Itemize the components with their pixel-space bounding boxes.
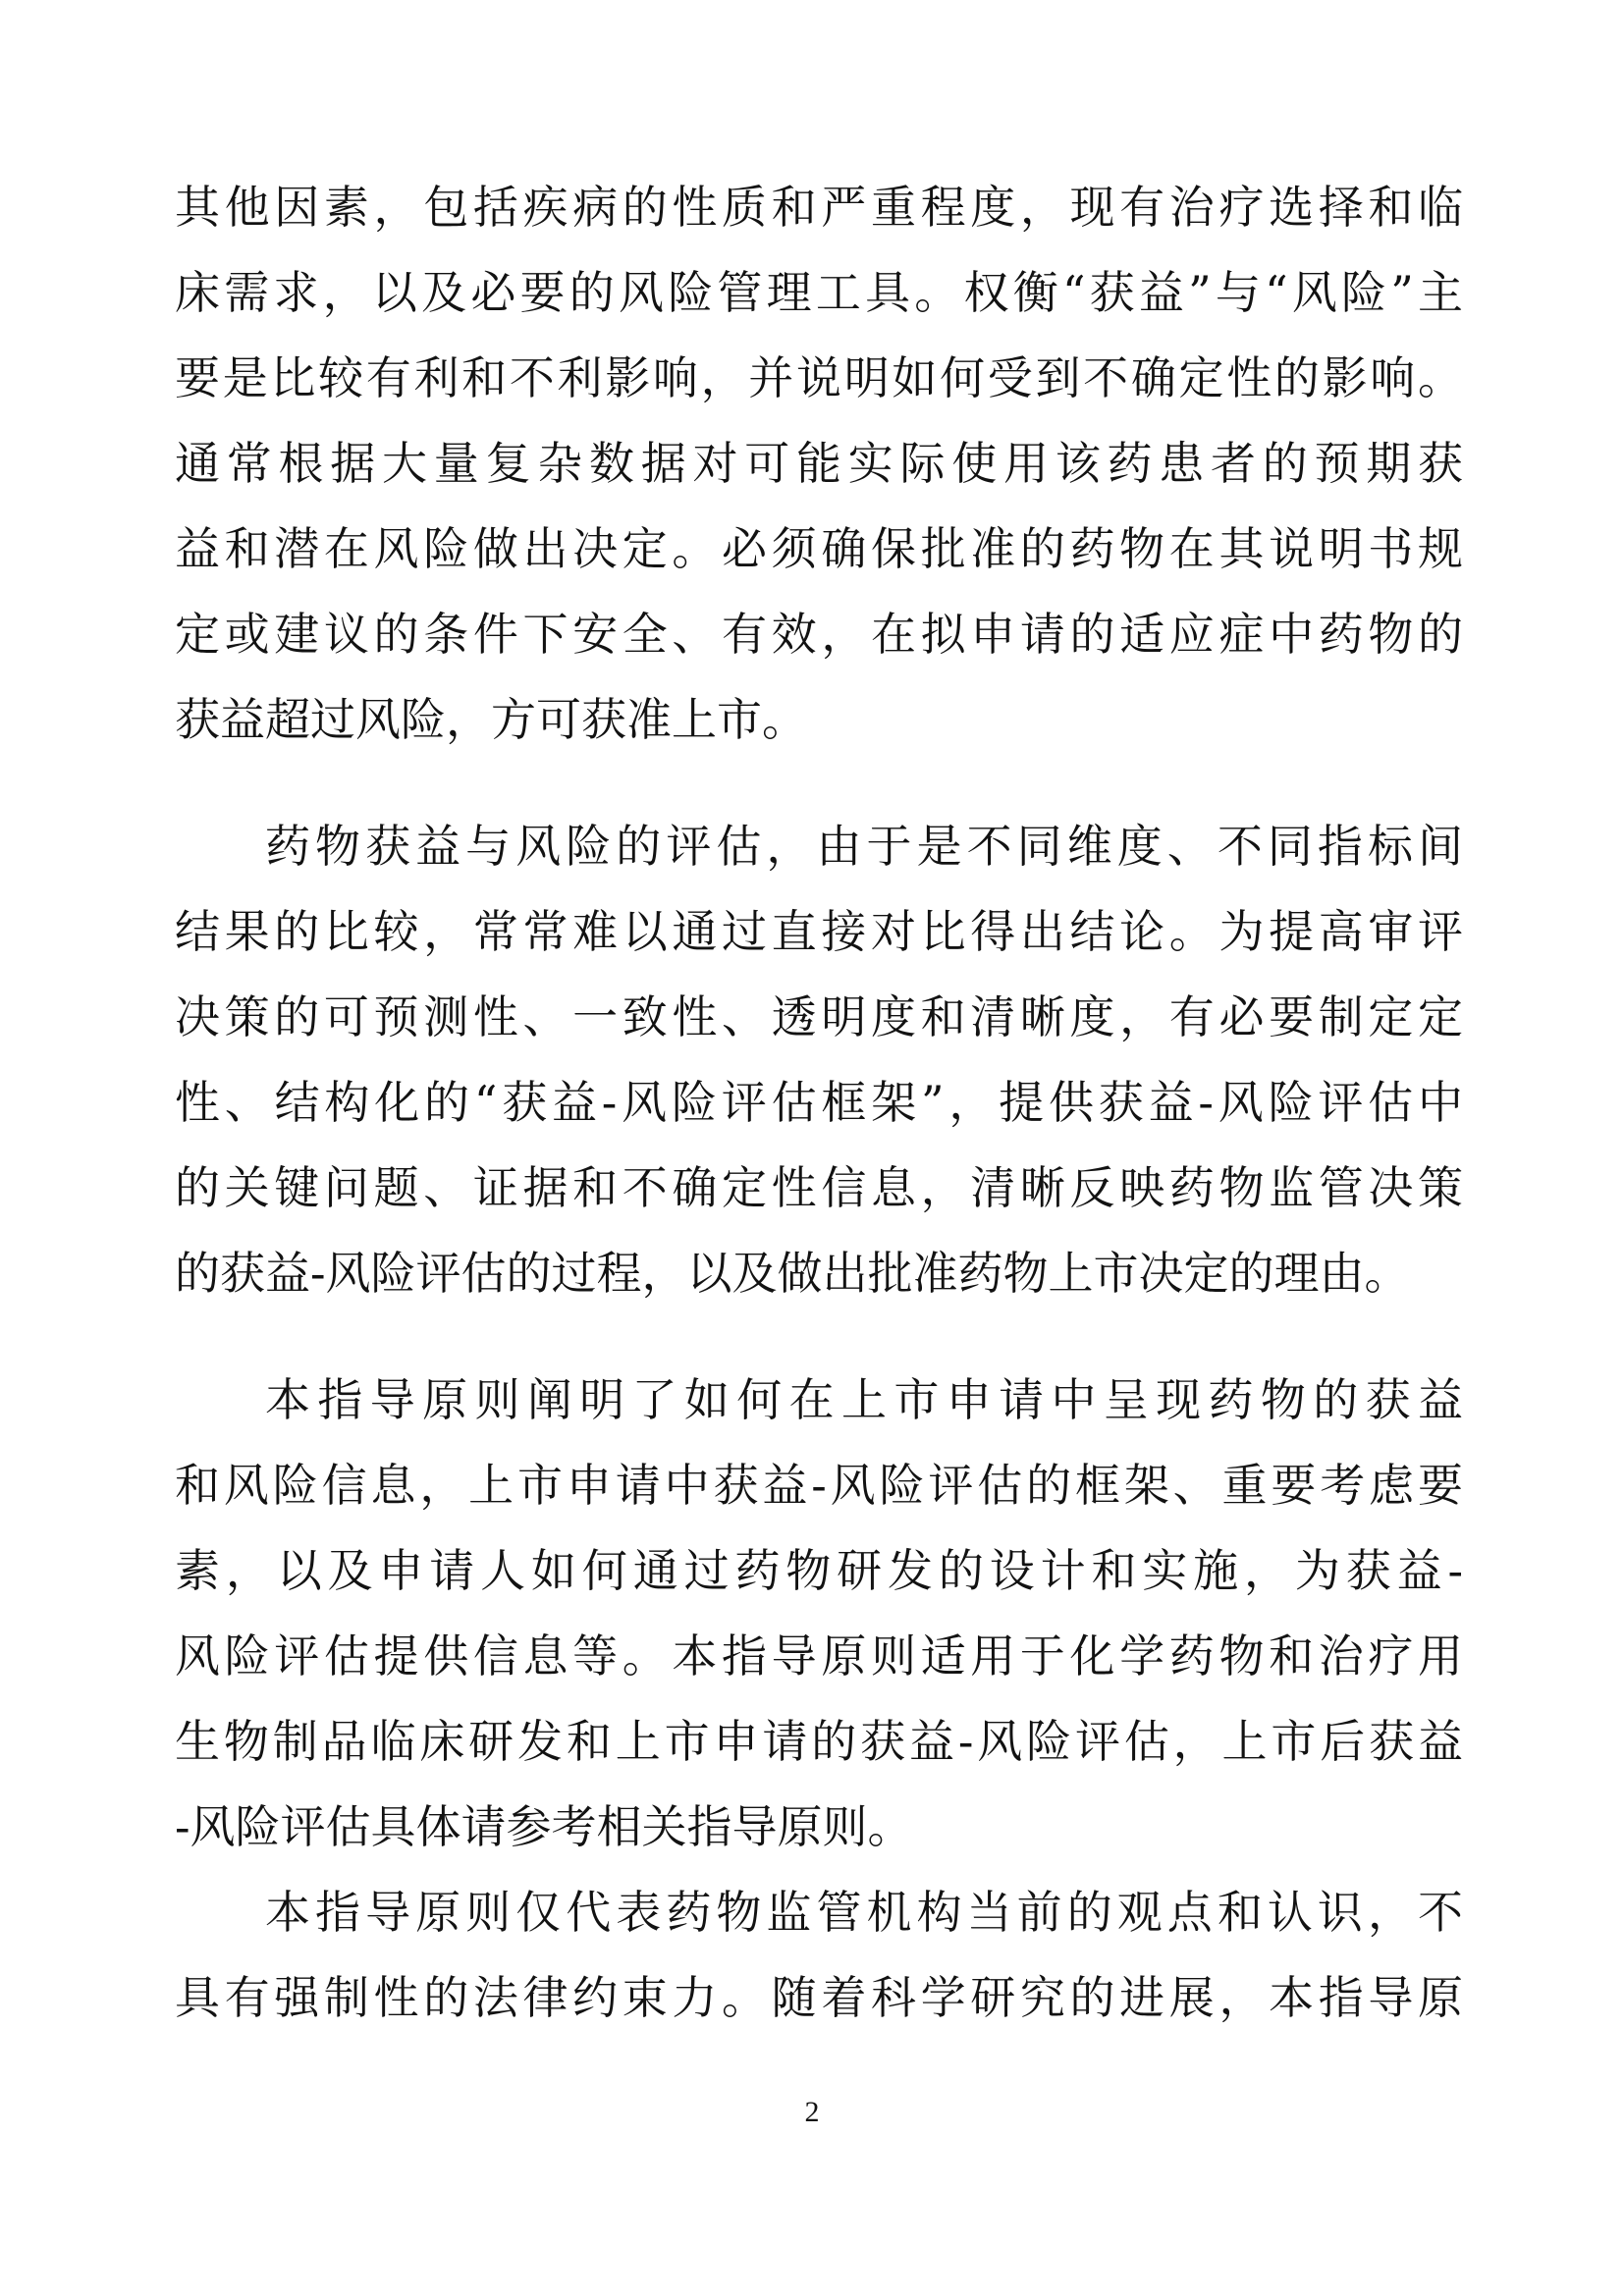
page-footer [0,2093,1624,2132]
text-line: 生物制品临床研发和上市申请的获益-风险评估，上市后获益 [175,1715,1463,1768]
text-line: 素，以及申请人如何通过药物研发的设计和实施，为获益- [175,1544,1463,1597]
text-line: 要是比较有利和不利影响，并说明如何受到不确定性的影响。 [175,351,1463,404]
text-line: 药物获益与风险的评估，由于是不同维度、不同指标间 [265,820,1463,873]
text-line: 通常根据大量复杂数据对可能实际使用该药患者的预期获 [175,437,1463,490]
text-line: 本指导原则阐明了如何在上市申请中呈现药物的获益 [265,1373,1463,1426]
text-line: 其他因素，包括疾病的性质和严重程度，现有治疗选择和临 [175,181,1463,234]
text-line: 的获益-风险评估的过程，以及做出批准药物上市决定的理由。 [175,1247,1410,1300]
paragraph [175,165,1463,763]
text-line: 性、结构化的“获益-风险评估框架”，提供获益-风险评估中 [175,1076,1463,1129]
text-line: 本指导原则仅代表药物监管机构当前的观点和认识，不 [265,1886,1463,1939]
paragraph [175,804,1463,1316]
text-line: -风险评估具体请参考相关指导原则。 [175,1800,913,1853]
text-line: 具有强制性的法律约束力。随着科学研究的进展，本指导原 [175,1971,1463,2024]
text-line: 获益超过风险，方可获准上市。 [175,693,807,746]
paragraph [175,1358,1463,1870]
text-line: 定或建议的条件下安全、有效，在拟申请的适应症中药物的 [175,608,1463,661]
text-line: 的关键问题、证据和不确定性信息，清晰反映药物监管决策 [175,1161,1463,1214]
page-number: 2 [804,2096,820,2128]
paragraph [175,1870,1463,2041]
text-line: 床需求，以及必要的风险管理工具。权衡“获益”与“风险”主 [175,266,1463,319]
text-line: 风险评估提供信息等。本指导原则适用于化学药物和治疗用 [175,1629,1463,1682]
text-line: 决策的可预测性、一致性、透明度和清晰度，有必要制定定 [175,990,1463,1043]
text-block [175,165,1463,2041]
text-line: 结果的比较，常常难以通过直接对比得出结论。为提高审评 [175,905,1463,958]
text-line: 益和潜在风险做出决定。必须确保批准的药物在其说明书规 [175,522,1463,575]
text-line: 和风险信息，上市申请中获益-风险评估的框架、重要考虑要 [175,1459,1463,1512]
